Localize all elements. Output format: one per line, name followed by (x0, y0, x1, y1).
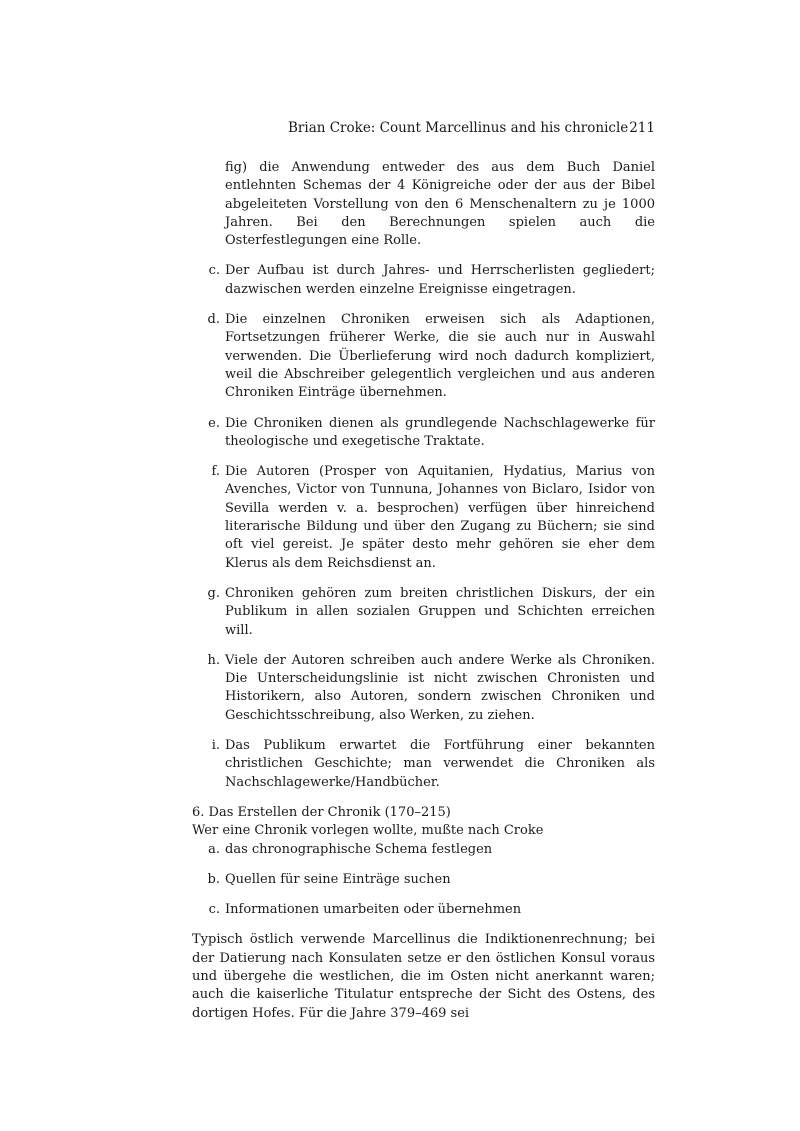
list-item-text: fig) die Anwendung entweder des aus dem Buch Daniel entlehnten Schemas der 4 Königreiche oder der aus der Bibel abgeleiteten Vorstellung von den 6 Menschenaltern zu je 1000 Jahren. Bei den Berechnungen spielen auch die Osterfestlegungen eine Rolle. (225, 160, 655, 249)
list-item (192, 415, 655, 452)
running-head (192, 118, 655, 138)
running-head-title: Brian Croke: Count Marcellinus and his chronicle (288, 120, 629, 136)
page-number: 211 (629, 120, 655, 136)
list-item-marker: i. (211, 738, 220, 754)
step-item-text: Quellen für seine Einträge suchen (225, 871, 451, 887)
list-item-marker: g. (207, 585, 220, 601)
step-item-marker: c. (208, 902, 220, 918)
section-intro: Wer eine Chronik vorlegen wollte, mußte nach Croke (192, 823, 544, 839)
list-item (192, 585, 655, 640)
step-item-text: das chronographische Schema festlegen (225, 841, 493, 857)
list-item-text: Die Autoren (Prosper von Aquitanien, Hydatius, Marius von Avenches, Victor von Tunnuna, Johannes von Biclaro, Isidor von Sevilla werden v. a. besprochen) verfügen über hinreichend literarische Bildung und über den Zugang zu Büchern; sie sind oft viel gereist. Je später desto mehr gehören sie eher dem Klerus als dem Reichsdienst an. (225, 464, 655, 571)
list-item-text: Die Chroniken dienen als grundlegende Nachschlagewerke für theologische und exegetische Traktate. (225, 415, 655, 449)
step-item-text: Informationen umarbeiten oder übernehmen (225, 902, 522, 918)
list-item-marker: c. (208, 263, 220, 279)
step-item-marker: b. (207, 871, 220, 887)
list-item (192, 652, 655, 725)
step-item (192, 841, 655, 859)
list-item-continuation (192, 159, 655, 250)
step-item-marker: a. (208, 841, 220, 857)
list-item-marker: h. (207, 652, 220, 668)
list-item (192, 262, 655, 299)
list-item (192, 737, 655, 792)
list-item-text: Das Publikum erwartet die Fortführung einer bekannten christlichen Geschichte; man verwendet die Chroniken als Nachschlagewerke/Handbücher. (225, 738, 655, 790)
section-heading: 6. Das Erstellen der Chronik (170–215) (192, 804, 451, 820)
list-item-marker: d. (207, 312, 220, 328)
list-item-marker: f. (211, 464, 220, 480)
closing-paragraph: Typisch östlich verwende Marcellinus die Indiktionenrechnung; bei der Datierung nach Konsulaten setze er den östlichen Konsul voraus und übergehe die westlichen, die im Osten nicht anerkannt waren; auch die kaiserliche Titulatur entspreche der Sicht des Ostens, des dortigen Hofes. Für die Jahre 379–469 sei (192, 932, 655, 1021)
list-item-marker: e. (208, 415, 220, 431)
step-item (192, 871, 655, 889)
list-item-text: Chroniken gehören zum breiten christlichen Diskurs, der ein Publikum in allen sozialen Gruppen und Schichten erreichen will. (225, 585, 655, 638)
list-item-text: Die einzelnen Chroniken erweisen sich als Adaptionen, Fortsetzungen früherer Werke, die sie auch nur in Auswahl verwenden. Die Überlieferung wird noch dadurch kompliziert, weil die Abschreiber gelegentlich vergleichen und aus anderen Chroniken Einträge übernehmen. (225, 312, 655, 401)
list-item (192, 463, 655, 573)
list-item-text: Viele der Autoren schreiben auch andere Werke als Chroniken. Die Unterscheidungslinie ist nicht zwischen Chronisten und Historikern, also Autoren, sondern zwischen Chroniken und Geschichtsschreibung, also Werken, zu ziehen. (225, 652, 655, 723)
list-item (192, 311, 655, 402)
criteria-list (192, 159, 655, 792)
step-item (192, 901, 655, 919)
steps-list (192, 841, 655, 920)
page-body (192, 159, 655, 1023)
list-item-text: Der Aufbau ist durch Jahres- und Herrscherlisten gegliedert; dazwischen werden einzelne Ereignisse eingetragen. (225, 263, 655, 297)
